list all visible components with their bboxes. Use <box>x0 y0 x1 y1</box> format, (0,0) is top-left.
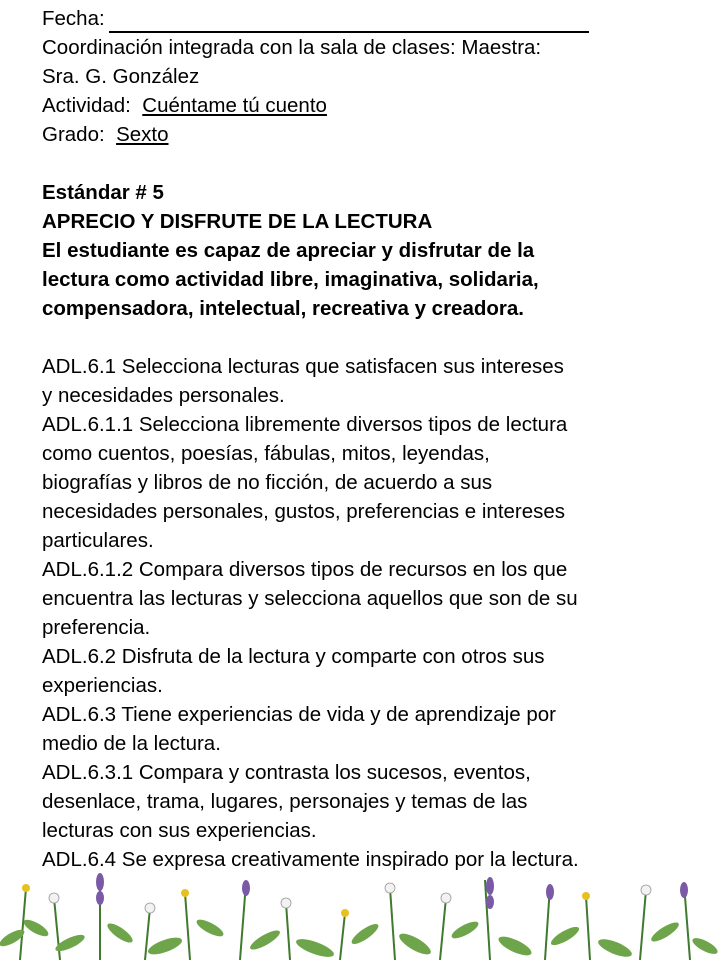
fecha-label: Fecha: <box>42 7 105 30</box>
objective-line: ADL.6.1.2 Compara diversos tipos de recursos en los que <box>42 558 568 581</box>
spacer <box>42 323 718 352</box>
objective-line: como cuentos, poesías, fábulas, mitos, leyendas, <box>42 442 490 465</box>
document-page <box>42 4 718 874</box>
standard-description-line: lectura como actividad libre, imaginativa, solidaria, <box>42 268 539 291</box>
objective-line: particulares. <box>42 529 154 552</box>
plant-leaves <box>0 917 720 960</box>
objective-line: necesidades personales, gustos, preferencias e intereses <box>42 500 566 523</box>
objective-line: experiencias. <box>42 674 163 697</box>
standard-description-line: compensadora, intelectual, recreativa y creadora. <box>42 297 524 320</box>
objective-line: ADL.6.4 Se expresa creativamente inspirado por la lectura. <box>42 848 579 871</box>
standard-number: Estándar # 5 <box>42 181 164 204</box>
coordinacion-line: Coordinación integrada con la sala de clases: Maestra: <box>42 36 542 59</box>
fecha-blank-field[interactable] <box>109 9 589 33</box>
white-flowers <box>49 883 651 913</box>
actividad-label: Actividad: <box>42 94 131 117</box>
objective-line: biografías y libros de no ficción, de acuerdo a sus <box>42 471 493 494</box>
standard-title: APRECIO Y DISFRUTE DE LA LECTURA <box>42 210 433 233</box>
objective-line: encuentra las lecturas y selecciona aquellos que son de su <box>42 587 578 610</box>
objective-line: lecturas con sus experiencias. <box>42 819 317 842</box>
objective-line: desenlace, trama, lugares, personajes y temas de las <box>42 790 528 813</box>
objective-line: ADL.6.2 Disfruta de la lectura y comparte con otros sus <box>42 645 545 668</box>
spacer <box>42 149 718 178</box>
objective-line: ADL.6.1 Selecciona lecturas que satisfacen sus intereses <box>42 355 564 378</box>
fecha-line <box>42 4 718 33</box>
grado-value: Sexto <box>116 123 169 146</box>
objective-line: y necesidades personales. <box>42 384 285 407</box>
grado-line <box>42 120 718 149</box>
wildflower-border-illustration <box>0 868 720 960</box>
objective-line: medio de la lectura. <box>42 732 221 755</box>
actividad-value: Cuéntame tú cuento <box>142 94 327 117</box>
maestra-line: Sra. G. González <box>42 65 200 88</box>
grado-label: Grado: <box>42 123 105 146</box>
objective-line: ADL.6.3 Tiene experiencias de vida y de aprendizaje por <box>42 703 556 726</box>
yellow-flowers <box>22 884 590 917</box>
objective-line: ADL.6.1.1 Selecciona libremente diversos tipos de lectura <box>42 413 568 436</box>
actividad-line <box>42 91 718 120</box>
objective-line: ADL.6.3.1 Compara y contrasta los sucesos, eventos, <box>42 761 531 784</box>
plant-stems <box>20 876 690 960</box>
objective-line: preferencia. <box>42 616 151 639</box>
standard-description-line: El estudiante es capaz de apreciar y disfrutar de la <box>42 239 535 262</box>
